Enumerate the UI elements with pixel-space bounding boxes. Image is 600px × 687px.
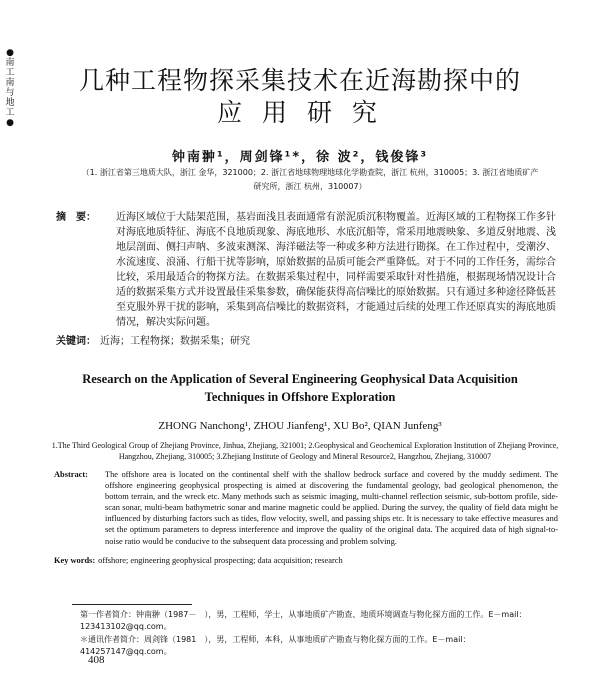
- title-english-line1: Research on the Application of Several Engineering Geophysical Data Acquisition: [82, 372, 518, 386]
- abstract-text-english: The offshore area is located on the continental shelf with the shallow bedrock surface and covered by the muddy sediment. The offshore engineering geophysical prospecting is aimed at discovering the fundamental geology, bad geological phenomenon, the bottom terrain, and the wreck etc. Many methods such as seismic imaging, multi-channel reflection seismic, sub-bottom profile, side-scan sonar, multi-beam bathymetric sonar and marine magnetic could be applied. During the survey, the quality of field data might be influenced by disturbing factors such as tides, flow velocity, swell, and passing ships etc. It is necessary to take effective measures and set the optimum parameters to depress interference and improve the quality of the original data. The acquired data of high signal-to-noise ratio would be conducive to the subsequent data processing and problem solving.: [105, 470, 558, 546]
- keywords-chinese: [56, 332, 250, 347]
- title-english-line2: Techniques in Offshore Exploration: [204, 390, 396, 404]
- margin-char: ●: [6, 48, 14, 58]
- title-chinese-line2: 应 用 研 究: [217, 98, 383, 127]
- abstract-label-chinese: 摘 要：: [56, 212, 96, 223]
- title-english: [40, 370, 560, 406]
- margin-char: 工: [5, 108, 15, 118]
- keywords-label-chinese: 关键词：: [56, 336, 96, 347]
- keywords-english: [54, 556, 558, 565]
- margin-char: 地: [5, 98, 15, 108]
- abstract-text-chinese: 近海区域位于大陆架范围，基岩面浅且表面通常有淤泥质沉积物覆盖。近海区域的工程物探工作多针对海底地质特征、海底不良地质现象、海底地形、水底沉船等，常采用地震映象、多道反射地震、浅地层剖面、侧扫声呐、多波束测深、海洋磁法等一种或多种方法进行勘探。在工作过程中，受潮汐、水流速度、浪涌、行船干扰等影响，原始数据的品质可能会严重降低。对于不同的工作任务，需综合比较，采用最适合的物探方法。在数据采集过程中，同样需要采取针对性措施，根据现场情况设计合适的数据采集方式并设置最佳采集参数，确保能获得高信噪比的原始数据。只有通过多种途径降低甚至克服外界干扰的影响，采集到高信噪比的数据资料，才能通过后续的处理工作还原真实的海底地质情况，解决实际问题。: [116, 212, 556, 328]
- abstract-label-english: Abstract:: [54, 470, 88, 479]
- affiliation-english: 1.The Third Geological Group of Zhejiang Province, Jinhua, Zhejiang, 321001; 2.Geophysical and Geochemical Exploration Institution of Zhejiang Province, Hangzhou, Zhejiang, 310005; 3.Zhejiang Institute of Geology and Mineral Resource2, Hangzhou, Zhejiang, 310007: [51, 441, 559, 461]
- authors-english: ZHONG Nanchong¹, ZHOU Jianfeng¹, XU Bo², QIAN Junfeng³: [158, 420, 442, 432]
- footnote-first-author: 第一作者简介：钟南翀（1987－ ），男，工程师，学士，从事地质矿产勘查、地质环境调查与物化探方面的工作。E－mail：123413102@qq.com。: [80, 610, 527, 631]
- authors-chinese: 钟南翀¹，周剑锋¹*，徐 波²，钱俊锋³: [171, 150, 429, 165]
- affiliation-chinese: （1. 浙江省第三地质大队，浙江 金华，321000；2. 浙江省地球物理地球化学勘查院，浙江 杭州，310005；3. 浙江省地质矿产研究所，浙江 杭州，310007）: [81, 168, 539, 191]
- keywords-label-english: Key words:: [54, 556, 96, 565]
- abstract-english: [54, 469, 558, 547]
- margin-char: 工: [5, 68, 15, 78]
- footnote-divider: [72, 604, 192, 605]
- margin-char: 南: [5, 58, 15, 68]
- page-number: 408: [88, 654, 105, 666]
- margin-char: 南: [5, 78, 15, 88]
- footnote-corresponding-author: ＊通讯作者简介：周剑锋（1981 ），男，工程师，本科，从事地质矿产勘查与物化探方面的工作。E－mail：414257147@qq.com。: [80, 635, 471, 656]
- keywords-text-english: offshore; engineering geophysical prospecting; data acquisition; research: [98, 556, 343, 565]
- keywords-text-chinese: 近海；工程物探；数据采集；研究: [100, 336, 250, 347]
- abstract-chinese: [56, 210, 556, 330]
- margin-char: ●: [6, 118, 14, 128]
- title-chinese-line1: 几种工程物探采集技术在近海勘探中的: [78, 66, 521, 95]
- margin-char: 与: [5, 88, 15, 98]
